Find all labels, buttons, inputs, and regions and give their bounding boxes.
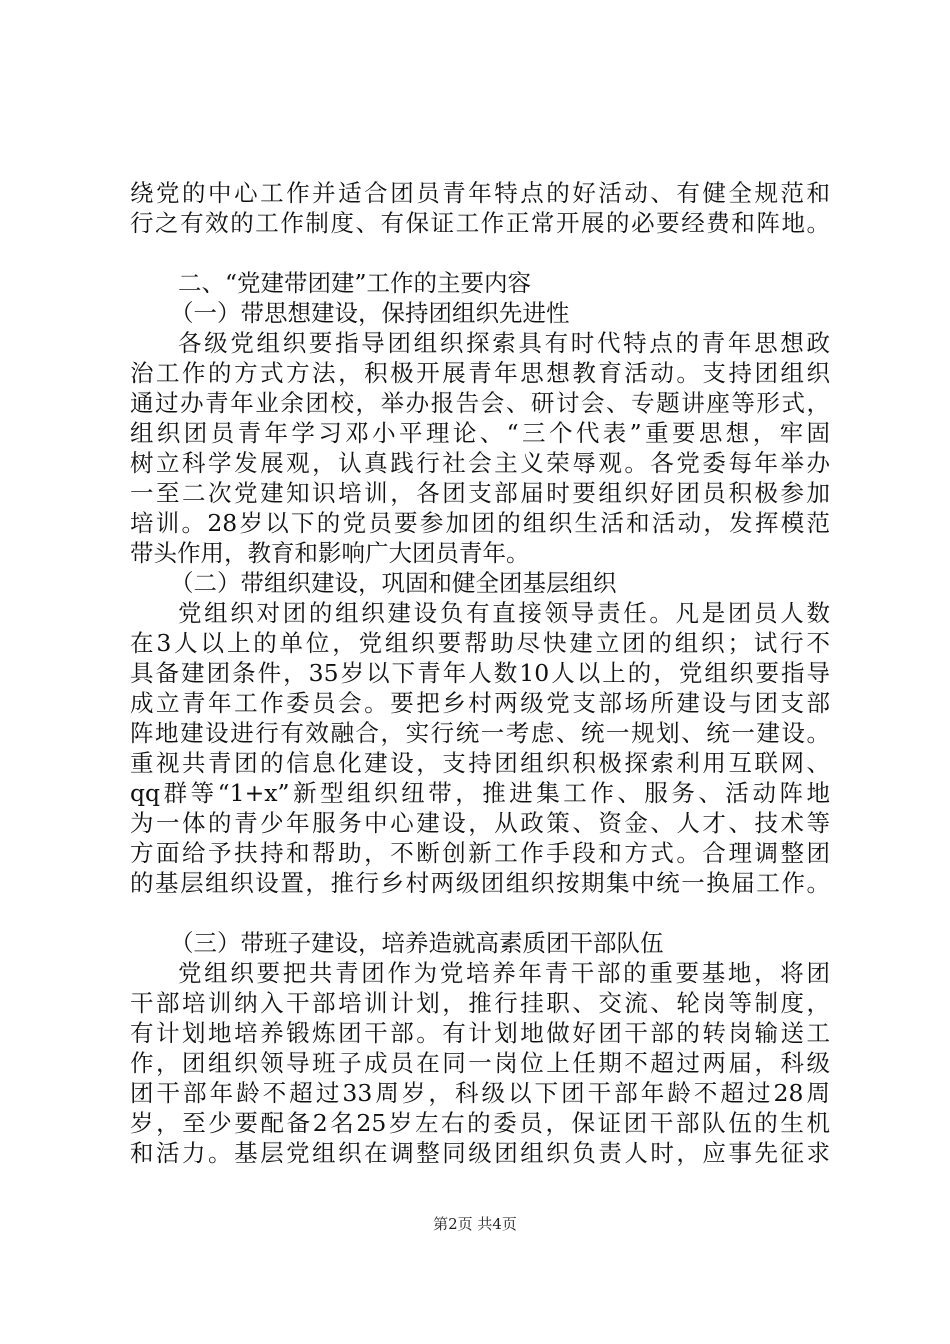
paragraph-line: 各级党组织要指导团组织探索具有时代特点的青年思想政 (178, 329, 830, 357)
paragraph-line: 成立青年工作委员会。要把乡村两级党支部场所建设与团支部 (130, 689, 830, 717)
paragraph-line: 绕党的中心工作并适合团员青年特点的好活动、有健全规范和 (130, 179, 830, 207)
paragraph-line: 为一体的青少年服务中心建设，从政策、资金、人才、技术等 (130, 809, 830, 837)
paragraph-line: 和活力。基层党组织在调整同级团组织负责人时，应事先征求 (130, 1139, 830, 1167)
paragraph-line: 行之有效的工作制度、有保证工作正常开展的必要经费和阵地。 (130, 209, 830, 237)
subsection-heading: （一）带思想建设，保持团组织先进性 (170, 299, 570, 327)
paragraph-line: 治工作的方式方法，积极开展青年思想教育活动。支持团组织 (130, 359, 830, 387)
paragraph-line: 在3人以上的单位，党组织要帮助尽快建立团的组织；试行不 (130, 629, 830, 657)
paragraph-line: 树立科学发展观，认真践行社会主义荣辱观。各党委每年举办 (130, 449, 830, 477)
paragraph-line: 的基层组织设置，推行乡村两级团组织按期集中统一换届工作。 (130, 869, 830, 897)
paragraph-line: 有计划地培养锻炼团干部。有计划地做好团干部的转岗输送工 (130, 1019, 830, 1047)
paragraph-line: 党组织要把共青团作为党培养年青干部的重要基地，将团 (178, 959, 830, 987)
paragraph-line: 通过办青年业余团校，举办报告会、研讨会、专题讲座等形式， (130, 389, 830, 417)
paragraph-line: qq群等“1+x”新型组织纽带，推进集工作、服务、活动阵地 (130, 779, 830, 807)
paragraph-line: 作，团组织领导班子成员在同一岗位上任期不超过两届，科级 (130, 1049, 830, 1077)
paragraph-line: 一至二次党建知识培训，各团支部届时要组织好团员积极参加 (130, 479, 830, 507)
paragraph-line: 党组织对团的组织建设负有直接领导责任。凡是团员人数 (178, 599, 830, 627)
paragraph-line: 团干部年龄不超过33周岁，科级以下团干部年龄不超过28周 (130, 1079, 830, 1107)
paragraph-line: 方面给予扶持和帮助，不断创新工作手段和方式。合理调整团 (130, 839, 830, 867)
paragraph-line: 岁，至少要配备2名25岁左右的委员，保证团干部队伍的生机 (130, 1109, 830, 1137)
paragraph-line: 重视共青团的信息化建设，支持团组织积极探索利用互联网、 (130, 749, 830, 777)
paragraph-line: 培训。28岁以下的党员要参加团的组织生活和活动，发挥模范 (130, 509, 830, 537)
subsection-heading: （三）带班子建设，培养造就高素质团干部队伍 (170, 929, 664, 957)
paragraph-line: 具备建团条件，35岁以下青年人数10人以上的，党组织要指导 (130, 659, 830, 687)
section-heading: 二、“党建带团建”工作的主要内容 (178, 269, 532, 297)
paragraph-line: 组织团员青年学习邓小平理论、“三个代表”重要思想，牢固 (130, 419, 830, 447)
subsection-heading: （二）带组织建设，巩固和健全团基层组织 (170, 569, 617, 597)
page-number-footer: 第2页 共4页 (433, 1215, 517, 1233)
paragraph-line: 干部培训纳入干部培训计划，推行挂职、交流、轮岗等制度， (130, 989, 830, 1017)
paragraph-line: 带头作用，教育和影响广大团员青年。 (130, 539, 530, 567)
paragraph-line: 阵地建设进行有效融合，实行统一考虑、统一规划、统一建设。 (130, 719, 830, 747)
